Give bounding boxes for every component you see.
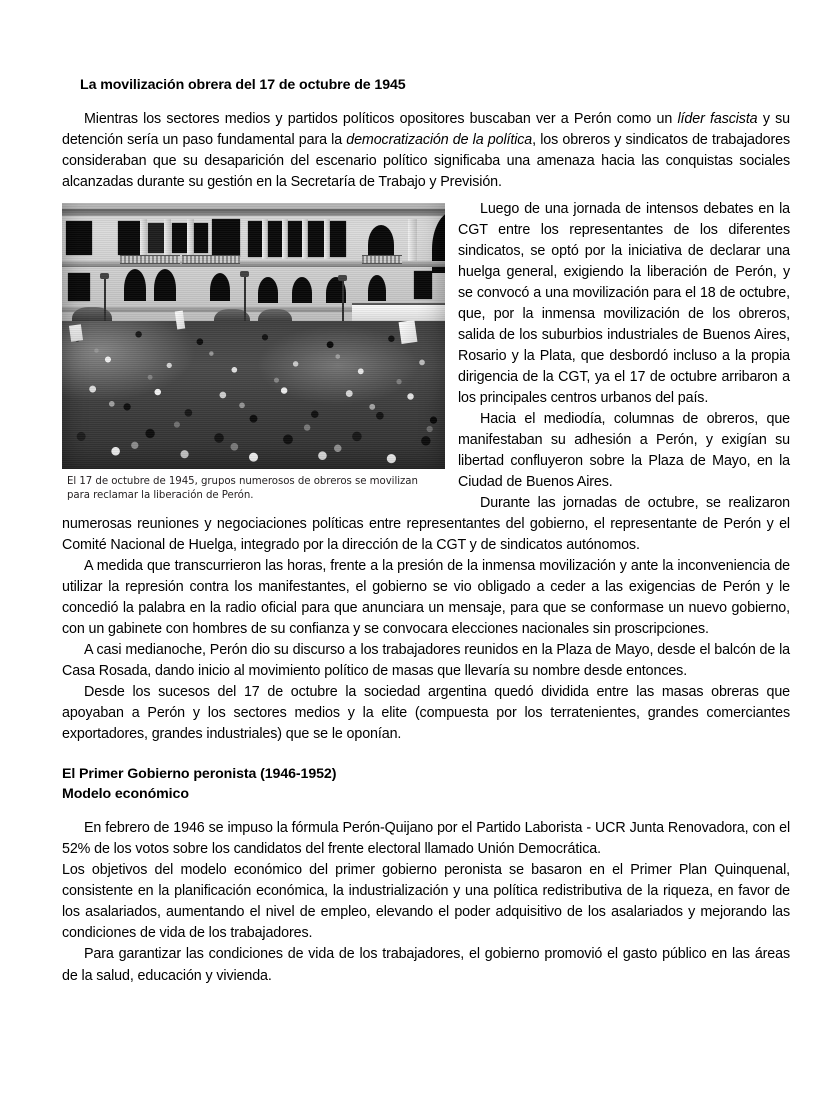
paragraph-discurso-medianoche: A casi medianoche, Perón dio su discurso a los trabajadores reunidos en la Plaza de Mayo, desde el balcón de la Casa Rosada, dando inicio al movimiento político de masas que llevaría su nombre desde entonces.: [62, 642, 790, 680]
paragraph-plan-quinquenal: Los objetivos del modelo económico del primer gobierno peronista se basaron en el Primer Plan Quinquenal, consistente en la planificación económica, la industrialización y una política redistributiva de la riqueza, en favor de los asalariados, aumentando el nivel de empleo, elevando el poder adquisitivo de los asalariados y mejorando las condiciones de vida de los trabajadores.: [62, 862, 790, 942]
emphasis-democratizacion: democratización de la política: [346, 131, 533, 148]
section-heading-primer-gobierno: El Primer Gobierno peronista (1946-1952): [62, 766, 337, 783]
paragraph-cgt-debates: Luego de una jornada de intensos debates en la CGT entre los representantes de los diferentes sindicatos, se optó por la iniciativa de declarar una huelga general, exigiendo la liberación de Perón, y se convocó a una movilización para el 18 de octubre, que, por la inmensa movilización de los obreros, salida de los suburbios industriales de Buenos Aires, Rosario y la Plata, que desbordó incluso a la propia dirigencia de la CGT, ya el 17 de octubre arribaron a los principales centros urbanos del país.: [458, 200, 790, 406]
figure-mobilization: [62, 203, 446, 504]
section-heading-modelo-economico: Modelo económico: [62, 785, 189, 802]
figure-caption: El 17 de octubre de 1945, grupos numerosos de obreros se movilizan para reclamar la liberación de Perón.: [67, 475, 418, 502]
paragraph-gasto-publico: Para garantizar las condiciones de vida de los trabajadores, el gobierno promovió el gasto público en las áreas de la salud, educación y vivienda.: [62, 946, 790, 984]
paragraph-presion-movilizacion: A medida que transcurrieron las horas, frente a la presión de la inmensa movilización y ante la inconveniencia de utilizar la represión contra los manifestantes, el gobierno se vio obligado a ceder a las exigencias de Perón y le concedió la palabra en la radio oficial para que anunciara un mensaje, para que se conformase un nuevo gobierno, con un gabinete con hombres de su confianza y se convocara elecciones nacionales sin proscripciones.: [62, 558, 790, 638]
page-title: La movilización obrera del 17 de octubre de 1945: [80, 77, 406, 93]
paragraph-intro-text-3: , los obreros y sindicatos de trabajadores consideraban que su desaparición del escenario político significaba una amenaza hacia las conquistas sociales alcanzadas durante su gestión en la Secretaría de Trabajo y Previsión.: [62, 131, 790, 190]
paragraph-formula-peron-quijano: En febrero de 1946 se impuso la fórmula Perón-Quijano por el Partido Laborista - UCR Junta Renovadora, con el 52% de los votos sobre los candidatos del frente electoral llamado Unión Democrática.: [62, 820, 790, 858]
paragraph-intro-text-1: Mientras los sectores medios y partidos políticos opositores buscaban ver a Perón como un: [84, 110, 678, 127]
paragraph-mediodia: Hacia el mediodía, columnas de obreros, que manifestaban su adhesión a Perón, y exigían su libertad confluyeron sobre la Plaza de Mayo, en la Ciudad de Buenos Aires.: [458, 410, 790, 490]
paragraph-intro-text-2: y su detención sería un paso fundamental para la: [62, 110, 791, 148]
photo-crowd: [62, 321, 445, 469]
emphasis-lider-fascista: líder fascista: [677, 110, 758, 127]
paragraph-sociedad-dividida: Desde los sucesos del 17 de octubre la sociedad argentina quedó dividida entre las masas obreras que apoyaban a Perón y los sectores medios y la elite (compuesta por los terratenientes, grandes comerciantes exportadores, grandes industriales) que se le oponían.: [62, 684, 790, 743]
paragraph-intro: [62, 109, 790, 193]
document-content: [62, 76, 790, 987]
paragraph-jornadas-octubre: Durante las jornadas de octubre, se realizaron numerosas reuniones y negociaciones políticas entre representantes del gobierno, el representante de Perón y el Comité Nacional de Huelga, integrado por la dirección de la CGT y de sindicatos autónomos.: [62, 495, 790, 554]
photo-plaza-de-mayo-crowd: [62, 203, 445, 469]
